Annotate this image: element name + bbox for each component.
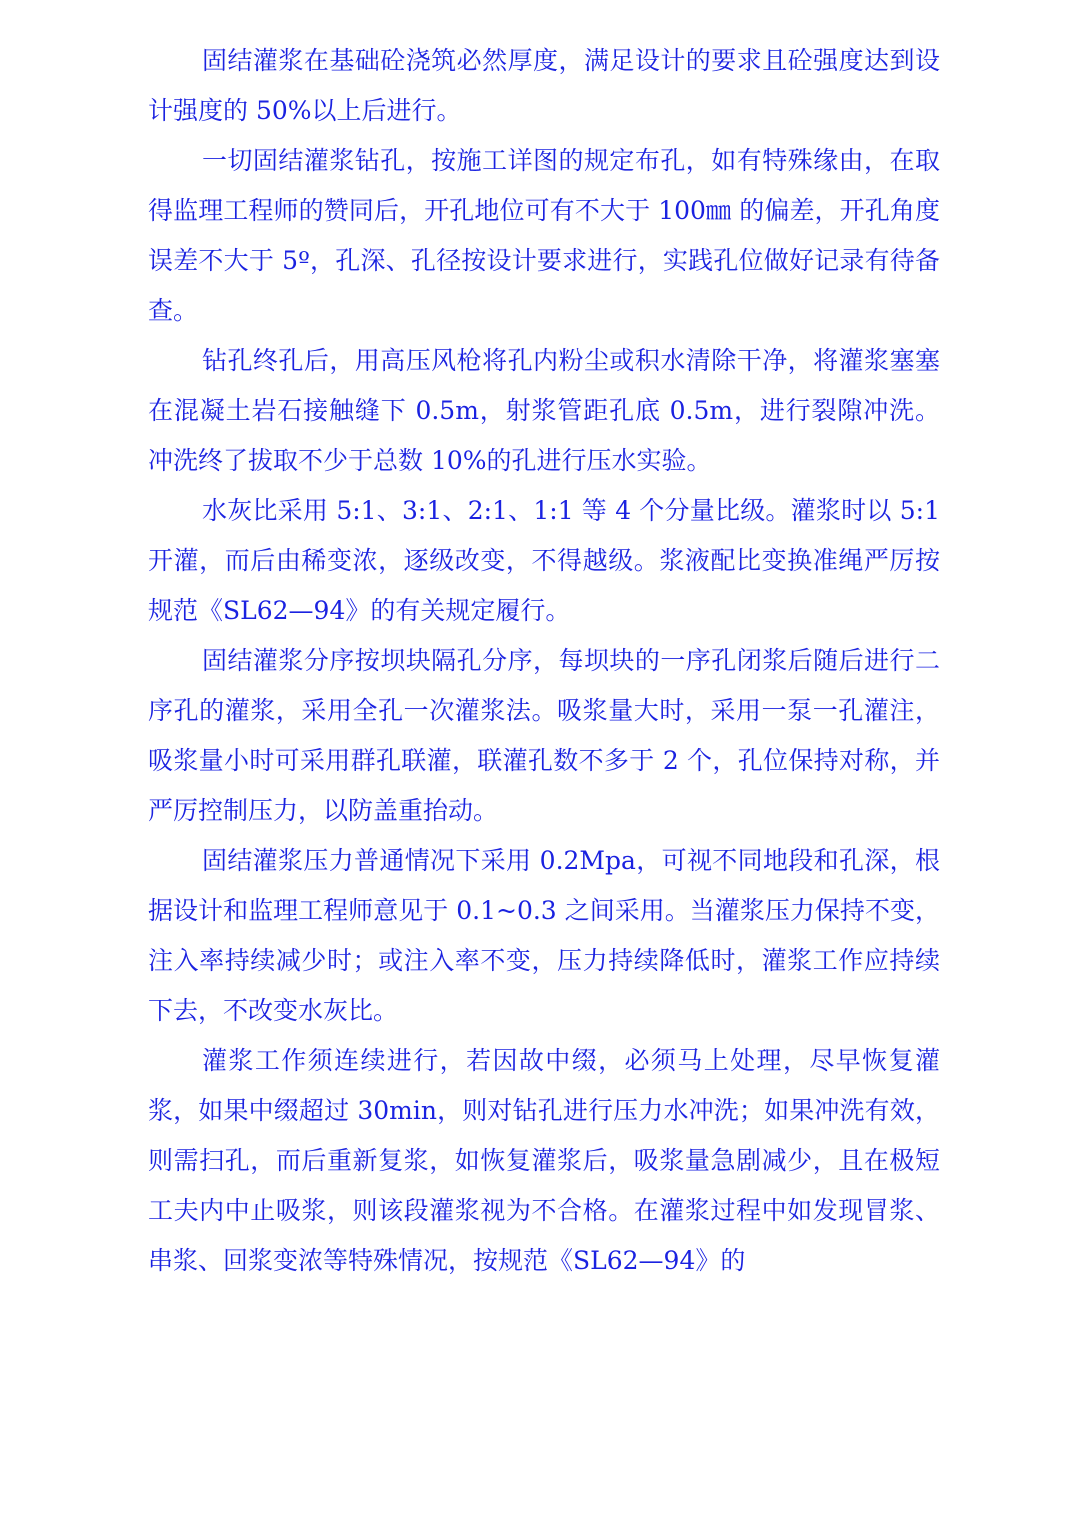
paragraph-7: 灌浆工作须连续进行，若因故中缀，必须马上处理，尽早恢复灌浆，如果中缀超过 30min，则对钻孔进行压力水冲洗；如果冲洗有效，则需扫孔，而后重新复浆，如恢复灌浆后，吸浆量急剧减少，且在极短工夫内中止吸浆，则该段灌浆视为不合格。在灌浆过程中如发现冒浆、串浆、回浆变浓等特殊情况，按规范《SL62—94》的 bbox=[148, 1046, 940, 1275]
paragraph-3: 钻孔终孔后，用高压风枪将孔内粉尘或积水清除干净，将灌浆塞塞在混凝土岩石接触缝下 0.5m，射浆管距孔底 0.5m，进行裂隙冲洗。冲洗终了拔取不少于总数 10%的孔进行压水实验。 bbox=[148, 346, 940, 475]
paragraph-4: 水灰比采用 5:1、3:1、2:1、1:1 等 4 个分量比级。灌浆时以 5:1 开灌，而后由稀变浓，逐级改变，不得越级。浆液配比变换准绳严厉按规范《SL62—94》的有关规定履行。 bbox=[148, 496, 940, 625]
document-body bbox=[148, 36, 940, 1286]
paragraph-6: 固结灌浆压力普通情况下采用 0.2Mpa，可视不同地段和孔深，根据设计和监理工程师意见于 0.1~0.3 之间采用。当灌浆压力保持不变，注入率持续减少时；或注入率不变，压力持续降低时，灌浆工作应持续下去，不改变水灰比。 bbox=[148, 846, 940, 1025]
paragraph-1: 固结灌浆在基础砼浇筑必然厚度，满足设计的要求且砼强度达到设计强度的 50%以上后进行。 bbox=[148, 46, 940, 125]
paragraph-5: 固结灌浆分序按坝块隔孔分序，每坝块的一序孔闭浆后随后进行二序孔的灌浆，采用全孔一次灌浆法。吸浆量大时，采用一泵一孔灌注，吸浆量小时可采用群孔联灌，联灌孔数不多于 2 个，孔位保持对称，并严厉控制压力，以防盖重抬动。 bbox=[148, 646, 940, 825]
paragraph-2: 一切固结灌浆钻孔，按施工详图的规定布孔，如有特殊缘由，在取得监理工程师的赞同后，开孔地位可有不大于 100㎜ 的偏差，开孔角度误差不大于 5º，孔深、孔径按设计要求进行，实践孔位做好记录有待备查。 bbox=[148, 146, 940, 325]
